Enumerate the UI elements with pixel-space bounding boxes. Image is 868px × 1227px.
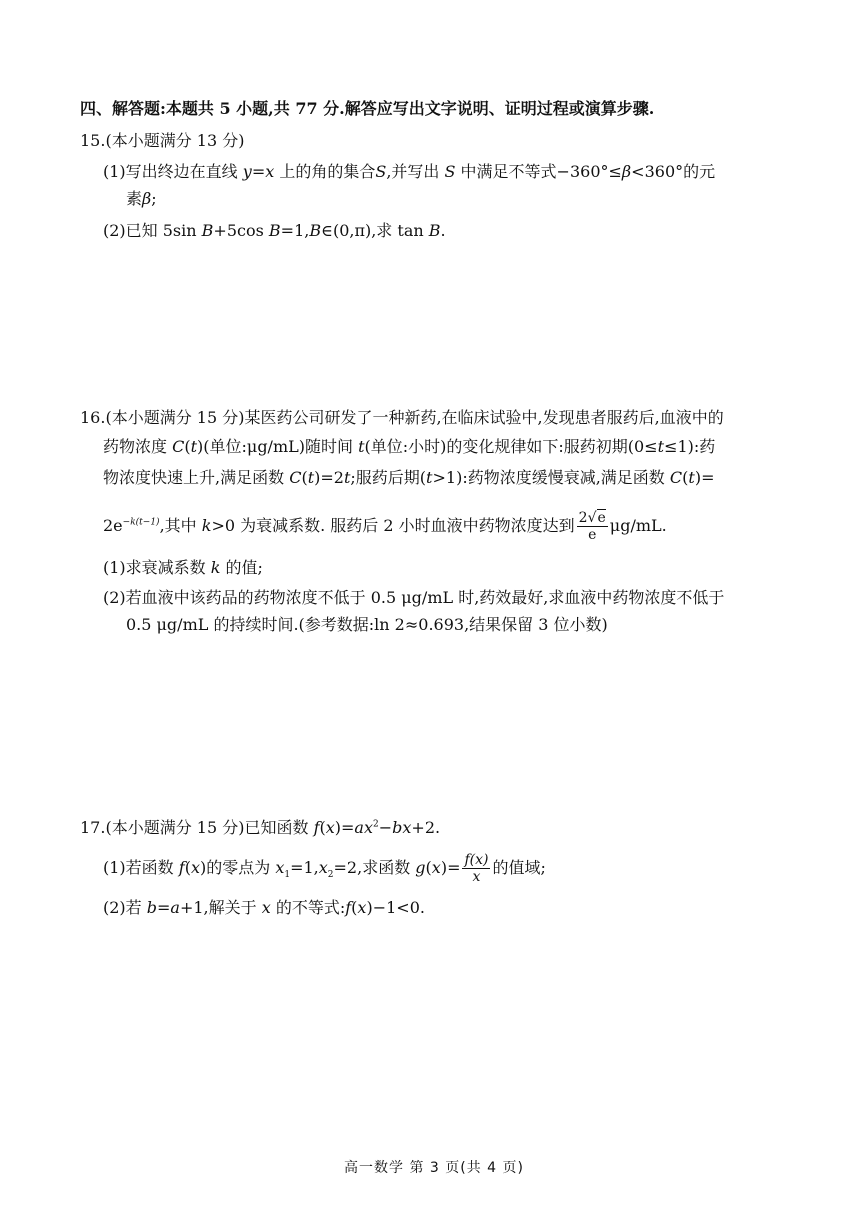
section-header: 四、解答题:本题共 5 小题,共 77 分.解答应写出文字说明、证明过程或演算步骤.	[80, 99, 655, 118]
q16-line3: 物浓度快速上升,满足函数 C(t)=2t;服药后期(t>1):药物浓度缓慢衰减,满足函数 C(t)=	[103, 468, 715, 487]
q15-part1-line1: (1)写出终边在直线 y=x 上的角的集合S,并写出 S 中满足不等式−360°≤β<360°的元	[103, 162, 716, 181]
fraction-2sqrte-over-e: $\frac{2√e}{e}$	[578, 510, 606, 543]
q16-part2-line2: 0.5 μg/mL 的持续时间.(参考数据:ln 2≈0.693,结果保留 3 位小数)	[126, 615, 608, 634]
q16-part2-line1: (2)若血液中该药品的药物浓度不低于 0.5 μg/mL 时,药效最好,求血液中药物浓度不低于	[103, 588, 725, 607]
q17-part2: (2)若 b=a+1,解关于 x 的不等式:f(x)−1<0.	[103, 898, 425, 917]
q17-heading: 17.(本小题满分 15 分)已知函数 $f(x)=ax^2-bx+2$.	[80, 818, 441, 837]
q15-heading: 15.(本小题满分 13 分)	[80, 131, 245, 150]
q17-part1: (1)若函数 f(x)的零点为 $x_1=1,x_2=2$,求函数 g(x)= $\frac{f(x)}{x}$ 的值域;	[103, 852, 546, 885]
q15-part2: (2)已知 5sin B+5cos B=1,B∈(0,π),求 tan B.	[103, 221, 446, 240]
q16-line4: $2e^{-k(t-1)}$,其中 k>0 为衰减系数. 服药后 2 小时血液中药物浓度达到 $\frac{2√e}{e}$ μg/mL.	[103, 510, 667, 543]
q15-part1-line2: 素β;	[126, 189, 157, 208]
q16-part1: (1)求衰减系数 k 的值;	[103, 558, 263, 577]
fraction-fx-over-x: $\frac{f(x)}{x}$	[464, 852, 489, 885]
q16-line1: 16.(本小题满分 15 分)某医药公司研发了一种新药,在临床试验中,发现患者服药后,血液中的	[80, 408, 724, 427]
page-footer: 高一数学 第 3 页(共 4 页)	[344, 1160, 524, 1176]
q16-line2: 药物浓度 C(t)(单位:μg/mL)随时间 t(单位:小时)的变化规律如下:服药初期(0≤t≤1):药	[103, 437, 716, 456]
